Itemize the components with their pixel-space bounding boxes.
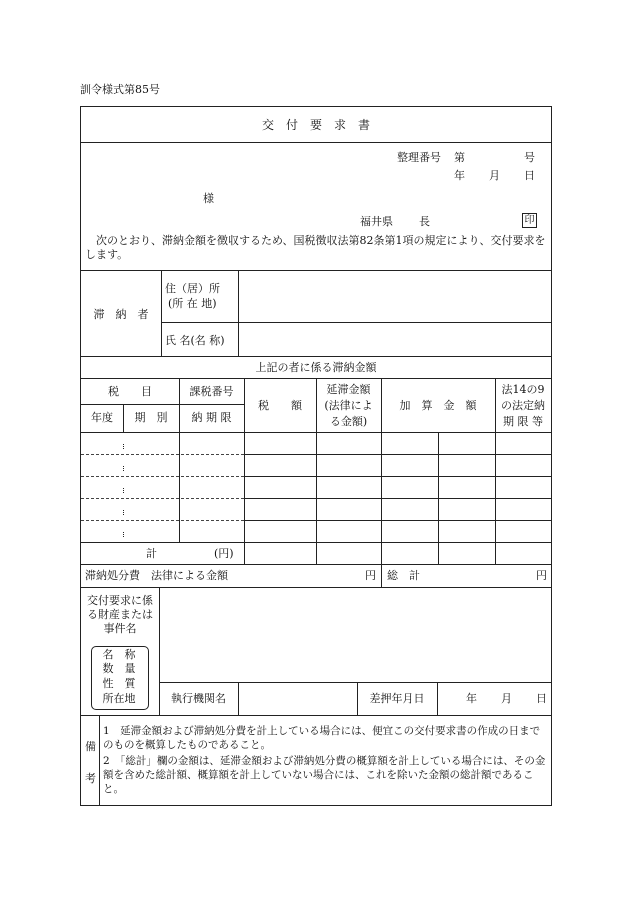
property-item-location: 所在地	[102, 692, 136, 705]
date-day: 日	[524, 169, 535, 182]
issuer-cho: 長	[419, 215, 430, 228]
header-zeimoku: 税 目	[108, 385, 152, 398]
header-entai-2: (法律によ	[324, 399, 373, 412]
total-unit: (円)	[214, 547, 234, 560]
property-item-nature: 性 質	[102, 677, 136, 690]
grand-total-unit: 円	[536, 569, 547, 582]
table-caption: 上記の者に係る滞納金額	[255, 361, 377, 374]
name-label: 氏 名(名 称)	[165, 334, 225, 347]
intro-text: 次のとおり、滞納金額を徴収するため、国税徴収法第82条第1項の規定により、交付要求をします。	[85, 234, 546, 261]
reference-number-label: 整理番号	[397, 151, 441, 164]
notes-label-2: 考	[85, 772, 96, 785]
note-item-2: 2 「総計」欄の金額は、延滞金額および滞納処分費の概算額を計上している場合には、その金額を含めた総計額、概算額を計上していない場合には、これを除いた金額の総計額であること。	[103, 755, 546, 795]
header-nendo: 年度	[91, 411, 113, 424]
reference-go: 号	[524, 151, 535, 164]
header-hou-2: の法定納	[501, 399, 545, 412]
form-label: 訓令様式第85号	[80, 83, 160, 96]
addressee-sama: 様	[203, 192, 214, 205]
header-zeigaku: 税 額	[258, 399, 302, 412]
seizure-day: 日	[536, 692, 547, 705]
notes-label-1: 備	[85, 740, 96, 753]
header-hou-3: 期 限 等	[503, 415, 543, 428]
address-label: 住（居）所	[165, 282, 220, 295]
date-year: 年	[454, 169, 465, 182]
header-kasan: 加 算 金 額	[399, 399, 477, 412]
header-entai-1: 延滞金額	[326, 383, 371, 396]
address-label-sub: (所 在 地)	[168, 297, 217, 310]
total-label: 計	[146, 547, 157, 560]
header-kazei-no: 課税番号	[189, 385, 234, 398]
issuer-prefecture: 福井県	[360, 215, 393, 228]
agency-label: 執行機関名	[171, 692, 226, 705]
taxpayer-label: 滞 納 者	[93, 308, 149, 321]
property-label: 交付要求に係る財産または事件名	[87, 594, 153, 635]
date-month: 月	[489, 169, 500, 182]
property-item-name: 名 称	[102, 648, 136, 661]
seizure-year: 年	[466, 692, 477, 705]
seizure-month: 月	[501, 692, 512, 705]
expenses-label: 滞納処分費 法律による金額	[85, 569, 228, 582]
header-entai-3: る金額)	[329, 415, 368, 428]
delivery-request-form	[80, 106, 552, 806]
form-title: 交 付 要 求 書	[261, 118, 370, 132]
header-hou-1: 法14の9	[501, 383, 545, 396]
property-item-quantity: 数 量	[102, 662, 136, 675]
expenses-unit: 円	[365, 569, 376, 582]
reference-dai: 第	[454, 151, 465, 164]
seizure-date-label: 差押年月日	[369, 692, 425, 705]
header-noki: 納 期 限	[191, 411, 232, 424]
grand-total-label: 総 計	[387, 569, 420, 582]
note-item-1: 1 延滞金額および滞納処分費を計上している場合には、便宜この交付要求書の作成の日までのものを概算したものであること。	[103, 725, 541, 751]
seal-mark: 印	[522, 213, 537, 228]
header-kibetsu: 期 別	[134, 411, 168, 424]
